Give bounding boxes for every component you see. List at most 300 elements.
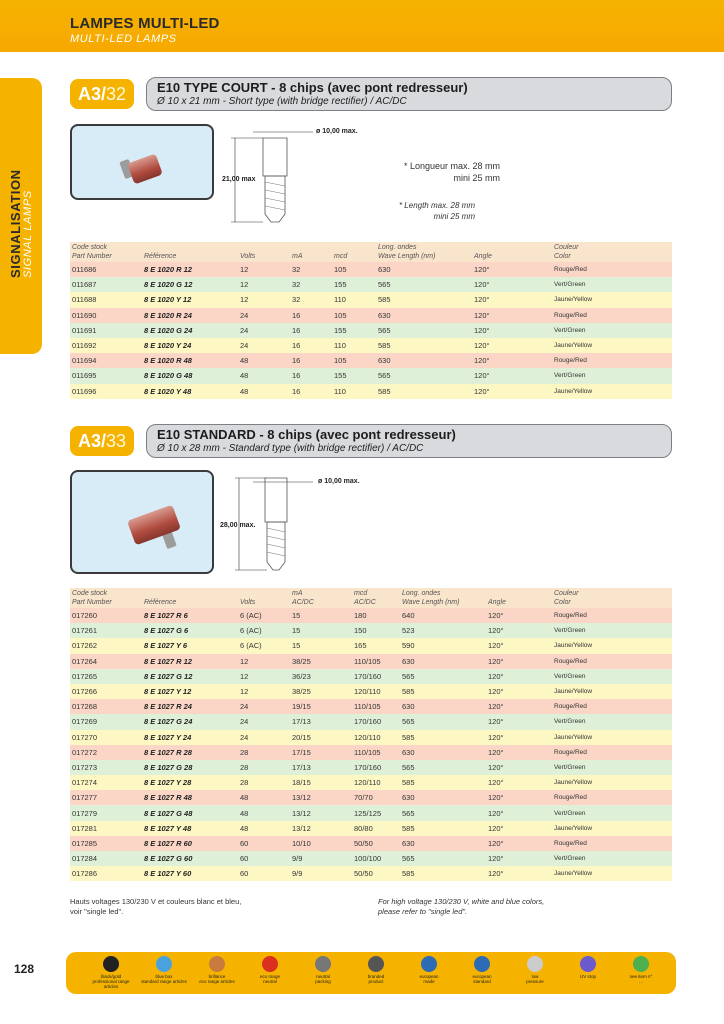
footer-item-label: blue box [155,974,173,979]
cell-color: Rouge/Red [554,748,587,756]
cell-angle: 120° [488,838,504,848]
table-row [70,292,672,307]
cell-volts: 6 (AC) [240,641,262,651]
cell-angle: 120° [488,687,504,697]
cell-wave: 585 [402,869,415,879]
cell-ma: 38/25 [292,687,311,697]
table-row [70,384,672,399]
cell-angle: 120° [488,762,504,772]
cell-color: Rouge/Red [554,612,587,620]
cell-mcd: 180 [354,611,367,621]
cell-wave: 630 [378,310,391,320]
cell-code: 017284 [72,854,98,864]
cell-ref: 8 E 1020 Y 24 [144,341,192,351]
cell-volts: 12 [240,295,249,305]
cell-wave: 585 [402,778,415,788]
cell-ref: 8 E 1027 G 24 [144,717,193,727]
table-row [70,699,672,714]
cell-angle: 120° [474,341,490,351]
cell-ref: 8 E 1027 G 12 [144,671,193,681]
cell-angle: 120° [488,854,504,864]
cell-code: 011688 [72,295,97,305]
cell-wave: 630 [402,838,415,848]
cell-volts: 28 [240,778,249,788]
european-made-icon [421,956,437,972]
footer-item-label: UV stop [579,974,596,979]
cell-ma: 16 [292,371,301,381]
cell-color: Vert/Green [554,326,586,334]
col-color: Couleur Color [554,244,579,260]
cell-mcd: 170/160 [354,762,382,772]
section-title: E10 TYPE COURT - 8 chips (avec pont redresseur) [157,80,468,95]
cell-ma: 10/10 [292,838,311,848]
cell-ref: 8 E 1027 Y 24 [144,732,192,742]
section-subtitle: Ø 10 x 28 mm - Standard type (with bridge rectifier) / AC/DC [157,443,424,454]
footer-item-sublabel: pressure [526,979,544,984]
footer-item-sublabel: packing [315,979,331,984]
cell-wave: 585 [402,823,415,833]
col-mcd: mcd AC/DC [354,590,376,606]
footer-item [457,956,507,984]
footer-item-label: european [472,974,492,979]
cell-code: 017285 [72,838,98,848]
cell-volts: 48 [240,371,249,381]
cell-color: Rouge/Red [554,657,587,665]
cell-code: 017277 [72,793,98,803]
footer-item-sublabel: neutral [263,979,277,984]
table-row [70,836,672,851]
cell-ref: 8 E 1027 R 48 [144,793,192,803]
cell-wave: 565 [402,717,415,727]
table-row [70,669,672,684]
footer-item [563,956,613,979]
cell-volts: 12 [240,656,249,666]
cell-color: Rouge/Red [554,266,587,274]
cell-angle: 120° [474,265,490,275]
section-badge: A3/33 [70,426,134,456]
cell-angle: 120° [488,747,504,757]
cell-ma: 32 [292,280,301,290]
cell-code: 011695 [72,371,97,381]
page-header [0,0,724,52]
cell-mcd: 155 [334,371,347,381]
page-subtitle: MULTI-LED LAMPS [70,33,177,45]
cell-volts: 6 (AC) [240,626,262,636]
section-subtitle: Ø 10 x 21 mm - Short type (with bridge rectifier) / AC/DC [157,96,407,107]
cell-angle: 120° [488,671,504,681]
cell-mcd: 120/110 [354,732,381,742]
cell-mcd: 50/50 [354,869,373,879]
cell-ref: 8 E 1020 R 24 [144,310,192,320]
cell-mcd: 105 [334,356,347,366]
col-mcd: mcd [334,253,348,260]
col-ref: Référence [144,253,177,260]
cell-wave: 630 [402,702,415,712]
cell-ma: 13/12 [292,823,311,833]
cell-angle: 120° [488,823,504,833]
cell-code: 011690 [72,310,97,320]
cell-angle: 120° [474,371,490,381]
cell-angle: 120° [474,386,490,396]
cell-ma: 16 [292,341,301,351]
cell-ref: 8 E 1027 G 6 [144,626,189,636]
cell-volts: 12 [240,280,249,290]
footer-item-label: brillance [208,974,226,979]
cell-code: 017273 [72,762,98,772]
table-row [70,821,672,836]
cell-mcd: 70/70 [354,793,373,803]
footer-legend-bar [66,952,676,994]
cell-code: 017270 [72,732,98,742]
page-number: 128 [14,962,35,976]
footer-item [510,956,560,984]
section-title-bar [146,77,672,111]
col-wave: Long. ondes Wave Length (nm) [378,244,436,260]
blue-box-icon [156,956,172,972]
section-badge: A3/32 [70,79,134,109]
see-item-icon [633,956,649,972]
cell-code: 011686 [72,265,97,275]
footer-item-label: eco range [259,974,280,979]
note-en: * Length max. 28 mm mini 25 mm [398,201,475,221]
cell-angle: 120° [474,280,490,290]
cell-ma: 20/15 [292,732,311,742]
cell-color: Jaune/Yellow [554,342,593,350]
cell-ref: 8 E 1027 Y 48 [144,823,192,833]
cell-ref: 8 E 1020 Y 48 [144,386,192,396]
cell-color: Jaune/Yellow [554,296,593,304]
cell-mcd: 170/160 [354,671,382,681]
cell-ma: 18/15 [292,778,311,788]
cell-wave: 630 [378,265,391,275]
cell-wave: 565 [402,671,415,681]
cell-ref: 8 E 1027 G 60 [144,854,193,864]
cell-ma: 17/13 [292,762,311,772]
cell-angle: 120° [488,778,504,788]
page-title: LAMPES MULTI-LED [70,15,220,32]
table-row [70,308,672,323]
cell-ref: 8 E 1020 G 48 [144,371,193,381]
cell-mcd: 170/160 [354,717,382,727]
cell-ma: 17/13 [292,717,311,727]
cell-wave: 565 [402,762,415,772]
uv-stop-icon [580,956,596,972]
dim-diameter: ø 10,00 max. [316,128,358,135]
col-ma: mA [292,253,303,260]
cell-color: Jaune/Yellow [554,733,593,741]
cell-wave: 585 [378,295,391,305]
cell-code: 011696 [72,386,97,396]
cell-mcd: 125/125 [354,808,382,818]
col-code: Code stock Part Number [72,244,112,260]
cell-volts: 12 [240,265,249,275]
cell-angle: 120° [488,626,504,636]
cell-ma: 9/9 [292,869,303,879]
cell-angle: 120° [488,793,504,803]
cell-color: Rouge/Red [554,703,587,711]
footer-item [298,956,348,984]
cell-color: Jaune/Yellow [554,642,593,650]
cell-wave: 630 [402,656,415,666]
col-ma: mA AC/DC [292,590,314,606]
cell-angle: 120° [488,732,504,742]
cell-mcd: 120/110 [354,778,381,788]
cell-wave: 523 [402,626,415,636]
spec-table-short [70,242,672,399]
col-angle: Angle [474,253,492,260]
cell-angle: 120° [474,310,490,320]
side-tab-title: SIGNALISATION [8,169,23,278]
cell-ref: 8 E 1027 G 28 [144,762,193,772]
cell-angle: 120° [488,702,504,712]
cell-mcd: 155 [334,325,347,335]
cell-wave: 585 [378,386,391,396]
footer-item-label: black/gold [100,974,122,979]
cell-wave: 585 [402,687,415,697]
cell-volts: 24 [240,732,249,742]
table-row [70,608,672,623]
cell-ref: 8 E 1020 G 24 [144,325,193,335]
footnote-fr: Hauts voltages 130/230 V et couleurs blanc et bleu, voir "single led". [70,897,242,916]
cell-wave: 630 [378,356,391,366]
cell-code: 017266 [72,687,98,697]
table-row [70,368,672,383]
cell-ma: 17/15 [292,747,311,757]
table-row [70,730,672,745]
black-gold-icon [103,956,119,972]
cell-code: 017272 [72,747,98,757]
cell-color: Vert/Green [554,672,586,680]
col-volts: Volts [240,253,256,260]
table-row [70,353,672,368]
footer-item-label: european [419,974,439,979]
footer-item-sublabel: made [423,979,435,984]
cell-volts: 24 [240,717,249,727]
cell-color: Rouge/Red [554,357,587,365]
col-angle: Angle [488,599,506,606]
cell-ref: 8 E 1020 Y 12 [144,295,192,305]
cell-ma: 16 [292,386,301,396]
cell-volts: 28 [240,762,249,772]
european-standard-icon [474,956,490,972]
cell-color: Jaune/Yellow [554,688,593,696]
dim-height: 21,00 max [222,176,256,183]
cell-code: 017269 [72,717,98,727]
cell-color: Jaune/Yellow [554,824,593,832]
footer-item-sublabel: standard range articles [141,979,187,984]
table-row [70,745,672,760]
cell-ref: 8 E 1027 R 12 [144,656,192,666]
lamp-drawing-short-icon [225,124,365,226]
cell-ma: 13/12 [292,793,311,803]
cell-mcd: 100/100 [354,854,382,864]
cell-mcd: 165 [354,641,367,651]
cell-color: Vert/Green [554,855,586,863]
side-tab-text [0,78,42,354]
cell-code: 017279 [72,808,98,818]
cell-ma: 13/12 [292,808,311,818]
footer-item [351,956,401,984]
table-row [70,684,672,699]
cell-color: Rouge/Red [554,311,587,319]
table-row [70,338,672,353]
cell-volts: 48 [240,356,249,366]
side-tab-subtitle: SIGNAL LAMPS [22,190,34,278]
branded-product-icon [368,956,384,972]
cell-mcd: 110/105 [354,656,381,666]
footer-item-label: low [531,974,539,979]
footer-item-sublabel: professional range articles [92,979,130,989]
cell-volts: 60 [240,854,249,864]
neutral-packing-icon [315,956,331,972]
cell-ma: 32 [292,265,301,275]
cell-ma: 19/15 [292,702,311,712]
cell-ref: 8 E 1020 R 48 [144,356,192,366]
low-pressure-icon [527,956,543,972]
footnote-en: For high voltage 130/230 V, white and blue colors, please refer to "single led". [378,897,545,916]
cell-wave: 630 [402,747,415,757]
cell-code: 017274 [72,778,98,788]
col-volts: Volts [240,599,256,606]
cell-ref: 8 E 1027 G 48 [144,808,193,818]
cell-ref: 8 E 1027 R 6 [144,611,188,621]
table-row [70,323,672,338]
cell-wave: 585 [378,341,391,351]
cell-mcd: 105 [334,265,347,275]
cell-color: Vert/Green [554,809,586,817]
cell-volts: 48 [240,808,249,818]
cell-ref: 8 E 1020 G 12 [144,280,193,290]
footer-item [404,956,454,984]
cell-code: 017262 [72,641,98,651]
cell-color: Jaune/Yellow [554,870,593,878]
cell-wave: 585 [402,732,415,742]
section-title-bar [146,424,672,458]
table-row [70,714,672,729]
cell-ma: 9/9 [292,854,303,864]
cell-angle: 120° [488,656,504,666]
eco-range-icon [262,956,278,972]
cell-wave: 565 [378,371,391,381]
cell-code: 017281 [72,823,98,833]
cell-color: Jaune/Yellow [554,387,593,395]
table-row [70,851,672,866]
table-row [70,638,672,653]
cell-color: Vert/Green [554,281,586,289]
footer-item [86,956,136,989]
cell-ref: 8 E 1020 R 12 [144,265,192,275]
cell-color: Vert/Green [554,763,586,771]
cell-ma: 32 [292,295,301,305]
cell-wave: 565 [378,280,391,290]
cell-color: Vert/Green [554,718,586,726]
cell-volts: 24 [240,702,249,712]
cell-code: 017260 [72,611,98,621]
table-row [70,775,672,790]
cell-volts: 60 [240,869,249,879]
brilliance-icon [209,956,225,972]
cell-code: 011691 [72,325,97,335]
table-row [70,790,672,805]
table-row [70,654,672,669]
footer-item-sublabel: standard [473,979,491,984]
dim-height: 28,00 max. [220,522,256,529]
cell-wave: 565 [378,325,391,335]
cell-code: 017264 [72,656,98,666]
table-row [70,760,672,775]
section-a3-33-header [70,424,672,458]
cell-ma: 16 [292,325,301,335]
table-row [70,805,672,820]
cell-ma: 15 [292,641,301,651]
cell-volts: 24 [240,310,249,320]
footer-item [616,956,666,984]
cell-angle: 120° [488,869,504,879]
note-fr: * Longueur max. 28 mm mini 25 mm [403,161,500,183]
cell-wave: 630 [402,793,415,803]
cell-code: 011694 [72,356,97,366]
cell-mcd: 80/80 [354,823,373,833]
cell-volts: 12 [240,671,249,681]
cell-wave: 640 [402,611,415,621]
cell-volts: 24 [240,325,249,335]
col-ref: Référence [144,599,177,606]
cell-code: 011687 [72,280,97,290]
table-header-row [70,588,672,608]
cell-angle: 120° [488,611,504,621]
spec-table-standard [70,588,672,881]
cell-code: 017286 [72,869,98,879]
cell-ref: 8 E 1027 Y 60 [144,869,192,879]
footer-item-sublabel: product [368,979,384,984]
cell-color: Jaune/Yellow [554,779,593,787]
footer-item-sublabel: ... [639,979,643,984]
cell-code: 011692 [72,341,97,351]
footer-item-label: branded [367,974,385,979]
cell-volts: 28 [240,747,249,757]
cell-angle: 120° [474,325,490,335]
cell-angle: 120° [488,641,504,651]
table-row [70,262,672,277]
cell-ref: 8 E 1027 Y 28 [144,778,192,788]
cell-wave: 590 [402,641,415,651]
cell-mcd: 110 [334,341,346,351]
col-code: Code stock Part Number [72,590,112,606]
cell-mcd: 150 [354,626,367,636]
product-photo-standard [70,470,214,574]
cell-angle: 120° [488,717,504,727]
col-color: Couleur Color [554,590,579,606]
section-title: E10 STANDARD - 8 chips (avec pont redresseur) [157,427,456,442]
cell-wave: 565 [402,808,415,818]
cell-mcd: 120/110 [354,687,381,697]
cell-volts: 6 (AC) [240,611,262,621]
cell-volts: 48 [240,386,249,396]
cell-ma: 38/25 [292,656,311,666]
cell-code: 017265 [72,671,98,681]
cell-ma: 16 [292,356,301,366]
cell-code: 017261 [72,626,98,636]
dim-diameter: ø 10,00 max. [318,478,360,485]
cell-color: Vert/Green [554,627,586,635]
cell-color: Rouge/Red [554,839,587,847]
cell-mcd: 110/105 [354,747,381,757]
footer-item-sublabel: eco range articles [199,979,235,984]
table-row [70,277,672,292]
cell-mcd: 110 [334,386,346,396]
table-header-row [70,242,672,262]
table-row [70,623,672,638]
